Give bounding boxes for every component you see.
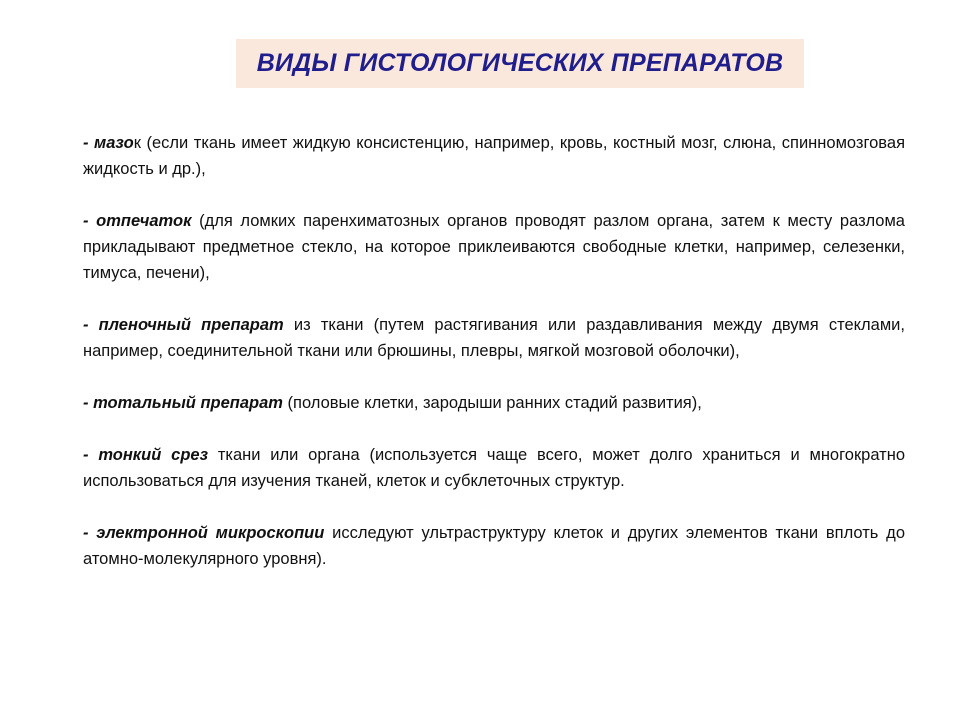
term-thin-section: - тонкий срез: [83, 446, 209, 464]
title-banner: [236, 39, 804, 88]
list-item-imprint: [83, 208, 905, 286]
slide-body: [83, 130, 905, 598]
list-item-film-preparation: [83, 312, 905, 364]
description-total-preparation: (половые клетки, зародыши ранних стадий развития),: [282, 394, 702, 412]
term-smear: - мазо: [83, 134, 134, 152]
description-film-preparation: из ткани (путем растягивания или раздавливания между двумя стеклами, например, соединительной ткани или брюшины, плевры, мягкой мозговой оболочки),: [83, 316, 905, 360]
term-electron-microscopy: - электронной микроскопии: [83, 524, 325, 542]
list-item-electron-microscopy: [83, 520, 905, 572]
description-electron-microscopy: исследуют ультраструктуру клеток и других элементов ткани вплоть до атомно-молекулярного уровня).: [83, 524, 905, 568]
list-item-total-preparation: [83, 390, 905, 416]
term-imprint: - отпечаток: [83, 212, 192, 230]
description-thin-section: ткани или органа (используется чаще всего, может долго храниться и многократно использоваться для изучения тканей, клеток и субклеточных структур.: [83, 446, 905, 490]
term-film-preparation: - пленочный препарат: [83, 316, 284, 334]
list-item-thin-section: [83, 442, 905, 494]
term-total-preparation: - тотальный препарат: [83, 394, 283, 412]
list-item-smear: [83, 130, 905, 182]
slide-title: ВИДЫ ГИСТОЛОГИЧЕСКИХ ПРЕПАРАТОВ: [256, 49, 784, 77]
description-smear: к (если ткань имеет жидкую консистенцию, например, кровь, костный мозг, слюна, спинномозговая жидкость и др.),: [83, 134, 905, 178]
description-imprint: (для ломких паренхиматозных органов проводят разлом органа, затем к месту разлома прикладывают предметное стекло, на которое приклеиваются свободные клетки, например, селезенки, тимуса, печени),: [83, 212, 905, 282]
